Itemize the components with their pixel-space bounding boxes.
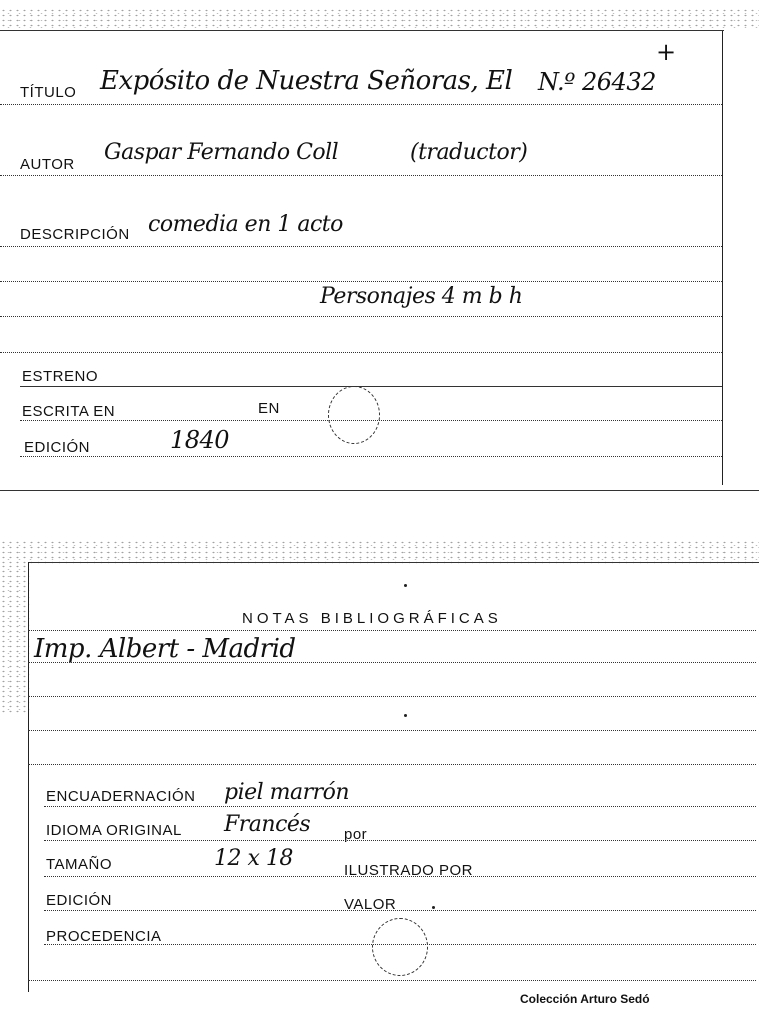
rule-blank-3 [0, 352, 722, 353]
rule-encuadernacion [44, 806, 756, 807]
rule-edicion [44, 910, 756, 911]
edicion-label: EDICIÓN [24, 439, 91, 456]
estreno-label: ESTRENO [22, 368, 99, 385]
rule-blank-1 [0, 281, 722, 282]
en-label: EN [258, 400, 280, 417]
punch-hole-circle [328, 386, 380, 444]
punch-hole-circle [372, 918, 428, 976]
edicion-value: 1840 [170, 426, 230, 454]
card-top-edge [0, 30, 724, 31]
tamano-value: 12 x 18 [214, 846, 293, 871]
valor-label: VALOR [344, 896, 397, 913]
autor-value: Gaspar Fernando Coll [104, 140, 339, 165]
edicion-label: EDICIÓN [46, 892, 113, 909]
idioma-original-label: IDIOMA ORIGINAL [46, 822, 182, 839]
card-bottom-edge [0, 490, 759, 491]
descripcion-value: comedia en 1 acto [148, 212, 343, 237]
rule-tamano [44, 876, 756, 877]
mark-dot [432, 906, 435, 909]
bottom-card [0, 540, 759, 1028]
rule-descripcion [0, 246, 722, 247]
card-right-edge [722, 30, 723, 485]
mark-dot [404, 584, 407, 587]
escrita-en-label: ESCRITA EN [22, 403, 116, 420]
numero-value: N.º 26432 [538, 68, 656, 96]
card-top-edge [28, 562, 759, 563]
personajes-value: Personajes 4 m b h [320, 284, 523, 309]
autor-nota: (traductor) [410, 140, 528, 165]
rule-blank-2 [0, 316, 722, 317]
autor-label: AUTOR [20, 156, 75, 173]
idioma-original-value: Francés [224, 812, 311, 837]
rule-bottom [28, 980, 756, 981]
titulo-value: Expósito de Nuestra Señoras, El [100, 66, 513, 96]
rule-estreno [20, 386, 722, 387]
rule-autor [0, 175, 722, 176]
tamano-label: TAMAÑO [46, 856, 113, 873]
titulo-label: TÍTULO [20, 84, 77, 101]
coleccion-footer: Colección Arturo Sedó [520, 992, 650, 1006]
procedencia-label: PROCEDENCIA [46, 928, 162, 945]
rule-notas-4 [28, 730, 756, 731]
rule-notas-5 [28, 764, 756, 765]
descripcion-label: DESCRIPCIÓN [20, 226, 130, 243]
encuadernacion-value: piel marrón [224, 780, 350, 805]
rule-notas-2 [28, 662, 756, 663]
rule-procedencia [44, 944, 756, 945]
rule-notas-3 [28, 696, 756, 697]
ilustrado-por-label: ILUSTRADO POR [344, 862, 474, 879]
plus-mark: + [656, 38, 676, 66]
card-left-edge [28, 562, 29, 992]
mark-dot [404, 714, 407, 717]
notas-value: Imp. Albert - Madrid [34, 634, 296, 664]
rule-edicion [20, 456, 722, 457]
por-label: por [344, 826, 368, 843]
top-card [0, 0, 759, 495]
rule-titulo [0, 104, 722, 105]
rule-idioma [44, 840, 756, 841]
encuadernacion-label: ENCUADERNACIÓN [46, 788, 196, 805]
notas-heading: NOTAS BIBLIOGRÁFICAS [242, 610, 502, 627]
card-edge-speckle [0, 540, 759, 564]
rule-notas-1 [28, 630, 756, 631]
card-side-speckle [0, 564, 30, 714]
card-edge-speckle [0, 8, 759, 28]
